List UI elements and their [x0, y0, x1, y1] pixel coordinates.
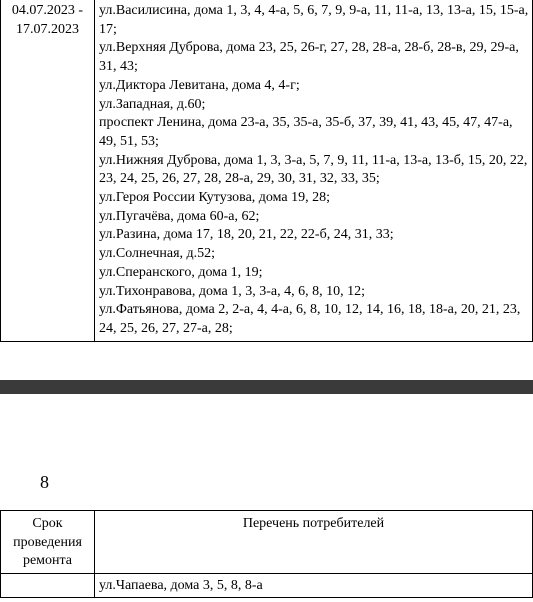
address-entry: ул.Разина, дома 17, 18, 20, 21, 22, 22-б, 24, 31, 33; [99, 227, 394, 243]
page-separator [0, 380, 533, 394]
table-row [1, 574, 533, 598]
address-entry: ул.Диктора Левитана, дома 4, 4-г; [99, 77, 300, 93]
address-entry: ул.Солнечная, д.52; [99, 246, 216, 262]
header-consumer-list: Перечень потребителей [95, 511, 533, 574]
address-entry: ул.Чапаева, дома 3, 5, 8, 8-а [95, 574, 533, 598]
page-number: 8 [40, 472, 49, 492]
address-entry: ул.Фатьянова, дома 2, 2-а, 4, 4-а, 6, 8, 10, 12, 14, 16, 18, 18-а, 20, 21, 23, 24, 25, 26, 27, 27-а, 28; [99, 302, 521, 336]
table-header-row [1, 511, 533, 574]
table-row [1, 0, 533, 341]
address-entry: проспект Ленина, дома 23-а, 35, 35-а, 35-б, 37, 39, 41, 43, 45, 47, 47-а, 49, 51, 53; [99, 115, 513, 149]
address-entry: ул.Верхняя Дуброва, дома 23, 25, 26-г, 27, 28, 28-а, 28-б, 28-в, 29, 29-а, 31, 43; [99, 40, 519, 75]
address-entry: ул.Василисина, дома 1, 3, 4, 4-а, 5, 6, 7, 9, 9-а, 11, 11-а, 13, 13-а, 15, 15-а, 17; [99, 3, 529, 37]
repair-period-cell [1, 574, 95, 598]
address-entry: ул.Нижняя Дуброва, дома 1, 3, 3-а, 5, 7, 9, 11, 11-а, 13-а, 13-б, 15, 20, 22, 23, 24, 25, 26, 27, 28, 28-а, 29, 30, 31, 32, 33, 35; [99, 152, 528, 187]
consumer-table [0, 510, 533, 598]
header-repair-period: Срок проведения ремонта [1, 511, 95, 574]
repair-period-cell [1, 0, 95, 341]
address-entry: ул.Пугачёва, дома 60-а, 62; [99, 208, 260, 224]
document-page-bottom [0, 394, 533, 602]
address-entry: ул.Тихонравова, дома 1, 3, 3-а, 4, 6, 8, 10, 12; [99, 283, 365, 299]
date-start: 04.07.2023 - [11, 3, 84, 18]
address-entry: ул.Западная, д.60; [99, 96, 206, 112]
address-entry: ул.Сперанского, дома 1, 19; [99, 264, 263, 280]
date-end: 17.07.2023 [16, 21, 79, 37]
address-entry: ул.Героя России Кутузова, дома 19, 28; [99, 190, 331, 206]
consumer-list-cell [95, 0, 533, 341]
